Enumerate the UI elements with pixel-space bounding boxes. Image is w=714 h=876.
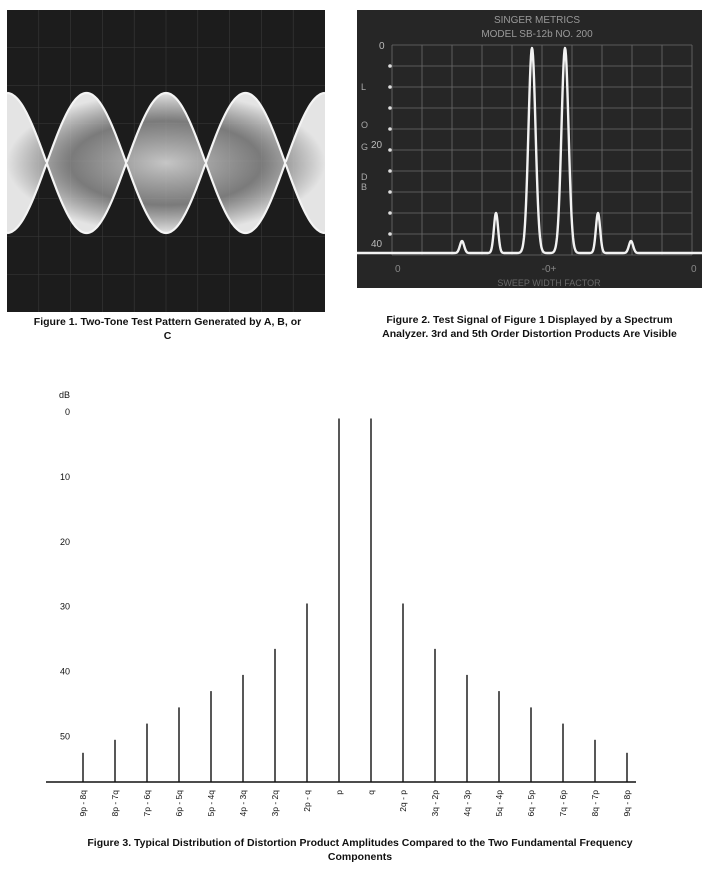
two-tone-envelope-image [7,10,325,312]
svg-text:G: G [361,142,369,152]
y-tick-label: 10 [59,471,70,482]
analyzer-bottom-right-label: 0 [691,264,697,275]
x-tick-label: 4q - 3p [462,790,472,817]
analyzer-level-0: 0 [379,41,385,52]
y-axis-unit-label: dB [58,390,70,400]
y-tick-label: 30 [59,601,70,612]
x-tick-label: 8p - 7q [110,790,120,817]
x-tick-label: 3p - 2q [270,790,280,817]
svg-text:O: O [361,120,369,130]
svg-text:B: B [361,182,368,192]
analyzer-sweep-label: SWEEP WIDTH FACTOR [497,278,601,288]
x-tick-label: 5p - 4q [206,790,216,817]
y-tick-label: 0 [64,407,70,417]
figure-1-caption: Figure 1. Two-Tone Test Pattern Generated by A, B, or C [33,316,302,342]
x-tick-label: 7q - 6p [558,790,568,817]
figure-2-caption: Figure 2. Test Signal of Figure 1 Displayed by a Spectrum Analyzer. 3rd and 5th Order Distortion Products Are Visible [382,314,677,340]
x-tick-label: 4p - 3q [238,790,248,817]
figure-3-caption: Figure 3. Typical Distribution of Distortion Product Amplitudes Compared to the Two Fundamental Frequency Components [87,837,633,863]
spectrum-analyzer-display [357,10,702,288]
figure-2-spectrum-analyzer-photo [357,10,702,288]
y-tick-label: 40 [59,666,70,677]
figure-1-oscilloscope-photo [7,10,325,312]
analyzer-bottom-left-label: 0 [395,264,401,275]
x-tick-label: q [366,790,376,795]
x-tick-label: 5q - 4p [494,790,504,817]
analyzer-model-label: MODEL SB-12b NO. 200 [481,29,593,40]
x-tick-label: 9p - 8q [78,790,88,817]
x-tick-label: 3q - 2p [430,790,440,817]
analyzer-bottom-center-label: -0+ [541,264,557,275]
analyzer-level-40: 40 [371,239,383,250]
x-tick-label: 6q - 5p [526,790,536,817]
y-tick-label: 20 [59,536,70,547]
x-tick-label: p [334,790,344,795]
svg-text:D: D [361,172,368,182]
x-tick-label: 2p - q [302,790,312,812]
svg-text:L: L [361,82,367,92]
analyzer-level-20: 20 [371,140,383,151]
x-tick-label: 8q - 7p [590,790,600,817]
y-tick-label: 50 [59,731,70,742]
x-tick-label: 9q - 8p [622,790,632,817]
analyzer-brand-label: SINGER METRICS [493,15,581,26]
figure-3-distortion-chart [30,382,690,832]
x-tick-label: 7p - 6q [142,790,152,817]
x-tick-label: 6p - 5q [174,790,184,817]
x-tick-label: 2q - p [398,790,408,812]
